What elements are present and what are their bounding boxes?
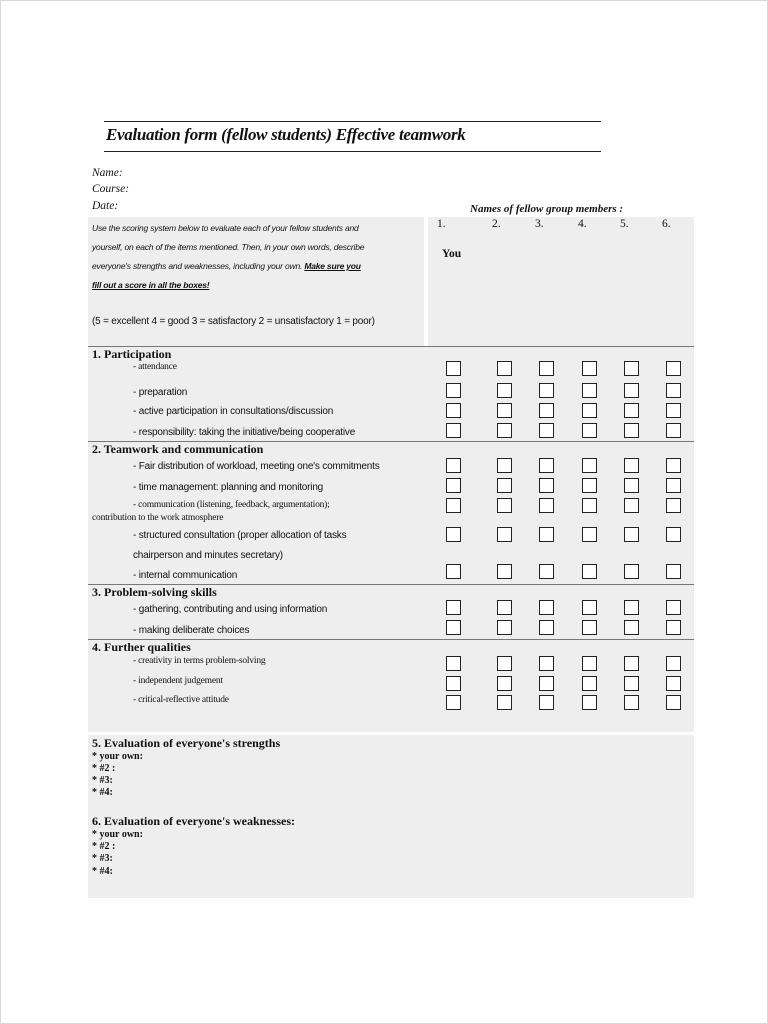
score-checkbox[interactable] bbox=[624, 361, 639, 376]
criterion-label: - critical-reflective attitude bbox=[133, 695, 229, 705]
criterion-label: - attendance bbox=[133, 362, 177, 372]
score-checkbox[interactable] bbox=[446, 478, 461, 493]
score-checkbox[interactable] bbox=[624, 695, 639, 710]
score-checkbox[interactable] bbox=[582, 458, 597, 473]
score-checkbox[interactable] bbox=[446, 600, 461, 615]
score-checkbox[interactable] bbox=[582, 676, 597, 691]
instructions-emphasis: fill out a score in all the boxes! bbox=[92, 280, 210, 290]
score-checkbox[interactable] bbox=[582, 361, 597, 376]
comment-line[interactable]: * #4: bbox=[92, 787, 113, 798]
you-label: You bbox=[442, 248, 462, 260]
section-title-problem-solving: 3. Problem-solving skills bbox=[92, 585, 217, 599]
score-checkbox[interactable] bbox=[539, 498, 554, 513]
score-checkbox[interactable] bbox=[582, 620, 597, 635]
score-checkbox[interactable] bbox=[582, 383, 597, 398]
comment-line[interactable]: * #3: bbox=[92, 775, 113, 786]
score-checkbox[interactable] bbox=[666, 423, 681, 438]
comment-line[interactable]: * #2 : bbox=[92, 763, 116, 774]
score-checkbox[interactable] bbox=[497, 656, 512, 671]
criterion-label: chairperson and minutes secretary) bbox=[133, 550, 283, 561]
score-checkbox[interactable] bbox=[582, 527, 597, 542]
score-checkbox[interactable] bbox=[624, 564, 639, 579]
score-checkbox[interactable] bbox=[624, 498, 639, 513]
instructions-text: everyone's strengths and weaknesses, including your own. bbox=[92, 261, 303, 271]
score-checkbox[interactable] bbox=[497, 458, 512, 473]
criterion-label: - creativity in terms problem-solving bbox=[133, 656, 266, 666]
members-label: Names of fellow group members : bbox=[470, 203, 624, 215]
section-title-participation: 1. Participation bbox=[92, 347, 172, 361]
score-checkbox[interactable] bbox=[497, 600, 512, 615]
criterion-label: - communication (listening, feedback, argumentation); bbox=[133, 500, 330, 510]
score-checkbox[interactable] bbox=[446, 498, 461, 513]
score-checkbox[interactable] bbox=[624, 383, 639, 398]
title-rule-top bbox=[104, 121, 601, 122]
instructions-line bbox=[92, 276, 422, 295]
score-checkbox[interactable] bbox=[539, 383, 554, 398]
course-field[interactable]: Course: bbox=[92, 183, 130, 195]
comment-line[interactable]: * your own: bbox=[92, 829, 143, 840]
section-title-further-qualities: 4. Further qualities bbox=[92, 640, 191, 654]
score-checkbox[interactable] bbox=[582, 403, 597, 418]
score-checkbox[interactable] bbox=[539, 600, 554, 615]
score-checkbox[interactable] bbox=[624, 676, 639, 691]
column-number: 4. bbox=[578, 218, 587, 230]
score-checkbox[interactable] bbox=[582, 498, 597, 513]
instructions-emphasis: Make sure you bbox=[304, 261, 361, 271]
column-number: 6. bbox=[662, 218, 671, 230]
score-checkbox[interactable] bbox=[582, 423, 597, 438]
score-checkbox[interactable] bbox=[446, 383, 461, 398]
comment-line[interactable]: * #2 : bbox=[92, 841, 116, 852]
score-checkbox[interactable] bbox=[539, 458, 554, 473]
score-checkbox[interactable] bbox=[539, 478, 554, 493]
section-title-teamwork: 2. Teamwork and communication bbox=[92, 442, 264, 456]
score-checkbox[interactable] bbox=[539, 361, 554, 376]
section-title-weaknesses: 6. Evaluation of everyone's weaknesses: bbox=[92, 814, 295, 828]
score-checkbox[interactable] bbox=[539, 656, 554, 671]
score-checkbox[interactable] bbox=[666, 564, 681, 579]
score-checkbox[interactable] bbox=[497, 527, 512, 542]
score-checkbox[interactable] bbox=[666, 695, 681, 710]
criterion-label: - Fair distribution of workload, meeting one's commitments bbox=[133, 461, 380, 472]
score-checkbox[interactable] bbox=[446, 656, 461, 671]
comment-line[interactable]: * #3: bbox=[92, 853, 113, 864]
criterion-label: - preparation bbox=[133, 387, 188, 398]
score-checkbox[interactable] bbox=[497, 403, 512, 418]
score-checkbox[interactable] bbox=[582, 564, 597, 579]
score-checkbox[interactable] bbox=[624, 620, 639, 635]
score-checkbox[interactable] bbox=[446, 527, 461, 542]
comment-line[interactable]: * your own: bbox=[92, 751, 143, 762]
score-checkbox[interactable] bbox=[497, 383, 512, 398]
criterion-label: - responsibility: taking the initiative/being cooperative bbox=[133, 427, 356, 438]
score-checkbox[interactable] bbox=[624, 458, 639, 473]
score-checkbox[interactable] bbox=[624, 527, 639, 542]
scoring-scale: (5 = excellent 4 = good 3 = satisfactory 2 = unsatisfactory 1 = poor) bbox=[92, 316, 375, 327]
criterion-label: - structured consultation (proper allocation of tasks bbox=[133, 530, 347, 541]
column-number: 5. bbox=[620, 218, 629, 230]
score-checkbox[interactable] bbox=[666, 600, 681, 615]
score-checkbox[interactable] bbox=[446, 458, 461, 473]
score-checkbox[interactable] bbox=[624, 656, 639, 671]
score-checkbox[interactable] bbox=[666, 527, 681, 542]
score-checkbox[interactable] bbox=[666, 361, 681, 376]
instructions-line: Use the scoring system below to evaluate each of your fellow students and bbox=[92, 223, 359, 233]
criterion-label: - making deliberate choices bbox=[133, 625, 250, 636]
section-divider bbox=[88, 346, 694, 347]
score-checkbox[interactable] bbox=[666, 498, 681, 513]
score-checkbox[interactable] bbox=[539, 620, 554, 635]
name-field[interactable]: Name: bbox=[92, 167, 123, 179]
score-checkbox[interactable] bbox=[497, 676, 512, 691]
score-checkbox[interactable] bbox=[497, 695, 512, 710]
column-number: 1. bbox=[437, 218, 446, 230]
score-checkbox[interactable] bbox=[497, 423, 512, 438]
section-title-strengths: 5. Evaluation of everyone's strengths bbox=[92, 736, 281, 750]
score-checkbox[interactable] bbox=[446, 620, 461, 635]
score-checkbox[interactable] bbox=[446, 695, 461, 710]
column-number: 3. bbox=[535, 218, 544, 230]
score-checkbox[interactable] bbox=[666, 656, 681, 671]
criterion-label: - internal communication bbox=[133, 570, 238, 581]
score-checkbox[interactable] bbox=[539, 676, 554, 691]
score-checkbox[interactable] bbox=[624, 600, 639, 615]
score-checkbox[interactable] bbox=[539, 695, 554, 710]
score-checkbox[interactable] bbox=[539, 403, 554, 418]
title-rule-bottom bbox=[104, 151, 601, 152]
score-checkbox[interactable] bbox=[666, 383, 681, 398]
score-checkbox[interactable] bbox=[582, 478, 597, 493]
criterion-label: contribution to the work atmosphere bbox=[92, 513, 224, 523]
score-checkbox[interactable] bbox=[624, 403, 639, 418]
score-checkbox[interactable] bbox=[539, 527, 554, 542]
criterion-label: - gathering, contributing and using information bbox=[133, 604, 328, 615]
score-checkbox[interactable] bbox=[666, 620, 681, 635]
criterion-label: - active participation in consultations/discussion bbox=[133, 406, 334, 417]
score-checkbox[interactable] bbox=[497, 564, 512, 579]
criterion-label: - time management: planning and monitoring bbox=[133, 482, 324, 493]
score-checkbox[interactable] bbox=[446, 403, 461, 418]
instructions-line: yourself, on each of the items mentioned. Then, in your own words, describe bbox=[92, 242, 365, 252]
score-checkbox[interactable] bbox=[666, 676, 681, 691]
score-checkbox[interactable] bbox=[446, 564, 461, 579]
score-checkbox[interactable] bbox=[497, 478, 512, 493]
column-number: 2. bbox=[492, 218, 501, 230]
score-checkbox[interactable] bbox=[624, 423, 639, 438]
score-checkbox[interactable] bbox=[539, 564, 554, 579]
members-header-panel bbox=[428, 217, 694, 347]
score-checkbox[interactable] bbox=[446, 676, 461, 691]
score-checkbox[interactable] bbox=[582, 656, 597, 671]
score-checkbox[interactable] bbox=[446, 423, 461, 438]
score-checkbox[interactable] bbox=[666, 458, 681, 473]
score-checkbox[interactable] bbox=[497, 620, 512, 635]
score-checkbox[interactable] bbox=[497, 361, 512, 376]
score-checkbox[interactable] bbox=[582, 695, 597, 710]
comment-line[interactable]: * #4: bbox=[92, 866, 113, 877]
score-checkbox[interactable] bbox=[446, 361, 461, 376]
score-checkbox[interactable] bbox=[539, 423, 554, 438]
score-checkbox[interactable] bbox=[497, 498, 512, 513]
instructions-line bbox=[92, 257, 422, 276]
criterion-label: - independent judgement bbox=[133, 676, 223, 686]
score-checkbox[interactable] bbox=[666, 403, 681, 418]
page-title: Evaluation form (fellow students) Effective teamwork bbox=[106, 125, 466, 144]
score-checkbox[interactable] bbox=[582, 600, 597, 615]
score-checkbox[interactable] bbox=[666, 478, 681, 493]
score-checkbox[interactable] bbox=[624, 478, 639, 493]
date-field[interactable]: Date: bbox=[92, 200, 119, 212]
